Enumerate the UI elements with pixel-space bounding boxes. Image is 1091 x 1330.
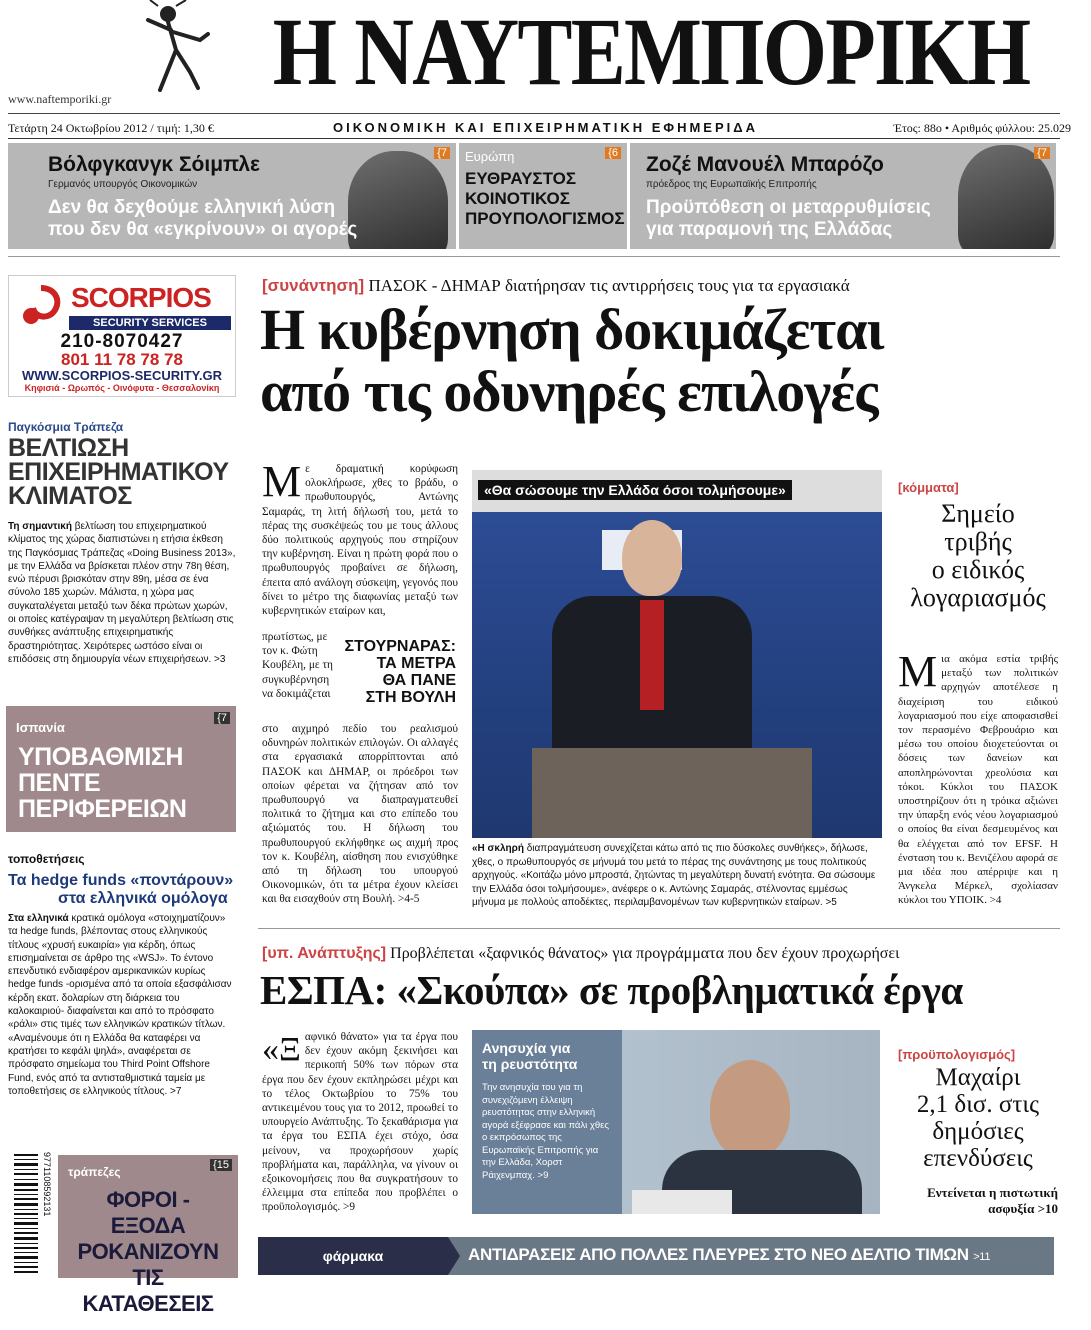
issue-info: Έτος: 88ο • Αριθμός φύλλου: 25.029 xyxy=(893,121,1071,135)
worldbank-body xyxy=(8,520,236,688)
pullquote-line2: ΤΑ ΜΕΤΡΑ xyxy=(376,655,456,672)
accounts-headline[interactable] xyxy=(898,500,1058,612)
teaser-quote-line1: Προϋπόθεση οι μεταρρυθμίσεις xyxy=(646,197,931,218)
caption-text: διαπραγμάτευση συνεχίζεται κάτω από τις πιο δύσκολες συνθήκες», δήλωσε, χθες, ο πρωθυπουργός σε μήνυμά του μετά το πέρας της συνάντησης με τους πολιτικούς αρχηγούς. «Κοιτάζω μόνο μπροστά, ζητώντας τη μεγαλύτερη δυνατή ενότητα. Θα σώσουμε την Ελλάδα όσοι τολμήσουμε», ανέφερε ο κ. Αντώνης Σαμαράς, στέλνοντας εμμέσως μήνυμα με πολλούς αποδέκτες, περιλαμβανομένων των κυβερνητικών εταίρων. >5 xyxy=(472,843,876,908)
date-price: Τετάρτη 24 Οκτωβρίου 2012 / τιμή: 1,30 € xyxy=(8,121,214,135)
budget-tag: [προϋπολογισμός] xyxy=(898,1047,1016,1062)
lead-headline-line1[interactable]: Η κυβέρνηση δοκιμάζεται xyxy=(260,297,884,362)
masthead-rule-bottom xyxy=(8,138,1060,139)
ad-phone1: 210-8070427 xyxy=(60,331,184,352)
speaker-head xyxy=(622,520,682,596)
photo-caption xyxy=(472,842,882,912)
espa-text: αφνικό θάνατο» για τα έργα που δεν έχουν ακόμη ξεκινήσει και περικοπή 50% των πόρων στα έργα που δεν έχουν εκπληρώσει μέχρι και το τέλος Οκτωβρίου το 75% του αντικειμένου τους για το 2012, προωθεί το υπουργείο Ανάπτυξης. Το ξεκαθάρισμα για τα έργα του ΕΣΠΑ έχει στόχο, όσα μείνουν, να προχωρήσουν χωρίς προβλήματα και, παράλληλα, να γίνουν οι εξοικονομήσεις που θα συγκρατήσουν το έλλειμμα στα επίπεδα που προβλέπει ο προϋπολογισμός. >9 xyxy=(262,1031,458,1214)
ad-web[interactable]: WWW.SCORPIOS-SECURITY.GR xyxy=(21,368,223,383)
teaser-role: Γερμανός υπουργός Οικονομικών xyxy=(48,179,198,190)
teaser-name: Βόλφγκανγκ Σόιμπλε xyxy=(48,153,260,176)
budget-headline-line2: 2,1 δισ. στις xyxy=(916,1091,1040,1118)
worldbank-headline-line3: ΚΛΙΜΑΤΟΣ xyxy=(8,482,132,510)
budget-headline[interactable] xyxy=(898,1064,1058,1172)
teaser-page: {6 xyxy=(605,147,621,159)
pharma-text xyxy=(468,1245,990,1265)
budget-subline xyxy=(898,1185,1058,1217)
worldbank-headline[interactable] xyxy=(8,436,229,508)
banks-line1: ΦΟΡΟΙ - ΕΞΟΔΑ xyxy=(106,1187,190,1238)
website-url[interactable]: www.naftemporiki.gr xyxy=(8,92,112,106)
espa-sidebar-title-line1: Ανησυχία για xyxy=(482,1040,571,1056)
pharma-label: φάρμακα xyxy=(258,1237,448,1275)
espa-dropcap: «Ξ xyxy=(262,1031,301,1068)
worldbank-headline-line2: ΕΠΙΧΕΙΡΗΜΑΤΙΚΟΥ xyxy=(8,458,229,486)
spain-headline xyxy=(18,744,186,822)
teaser-name: Ζοζέ Μανουέλ Μπαρόζο xyxy=(646,153,884,176)
samaras-photo xyxy=(472,470,882,838)
budget-headline-line1: Μαχαίρι xyxy=(935,1064,1021,1091)
accounts-dropcap: Μ xyxy=(898,652,938,696)
barcode-number: 9771108592131 xyxy=(42,1152,52,1217)
caption-lead: «Η σκληρή xyxy=(472,843,524,854)
accounts-text: ια ακόμα εστία τριβής μεταξύ των πολιτικών αρχηγών αποτέλεσε η διαχείριση του ειδικού λογαριασμού που είχε αποφασισθεί τον περασμένο Φεβρουάριο και μέσω του οποίου διοχετεύονται οι δόσεις των δανείων και αποπληρώνονται χρεολύσια και τόκοι. Κύκλοι του ΠΑΣΟΚ υποστηρίζουν ότι η τρόικα αξιώνει την ύπαρξη ενός νέου λογαριασμού ο οποίος θα είναι δεσμευμένος και θα ελέγχεται από τον EFSF. Η ένσταση του κ. Βενιζέλου αφορά σε μια ιδέα που απέρριψε και η Άνγκελα Μέρκελ, σχολίασαν κύκλοι του ΥΠΟΙΚ. >4 xyxy=(898,653,1058,907)
teaser-europe-budget[interactable] xyxy=(459,143,627,249)
budget-headline-line3: δημόσιες xyxy=(932,1118,1024,1145)
barcode xyxy=(12,1152,52,1278)
teaser-line3: ΠΡΟΥΠΟΛΟΓΙΣΜΟΣ xyxy=(465,209,625,228)
espa-sidebar-title-line2: τη ρευστότητα xyxy=(482,1056,578,1072)
espa-headline[interactable]: ΕΣΠΑ: «Σκούπα» σε προβληματικά έργα xyxy=(260,967,963,1013)
placements-headline-line2: στα ελληνικά ομόλογα xyxy=(58,890,228,907)
teaser-role: πρόεδρος της Ευρωπαϊκής Επιτροπής xyxy=(646,179,817,190)
worldbank-headline-line1: ΒΕΛΤΙΩΣΗ xyxy=(8,434,129,462)
ad-brand: SCORPIOS xyxy=(71,282,211,313)
budget-subline1: Εντείνεται η πιστωτική xyxy=(927,1185,1058,1200)
budget-headline-line4: επενδύσεις xyxy=(923,1145,1033,1172)
teaser-quote-line2: για παραμονή της Ελλάδας xyxy=(646,219,893,240)
teaser-quote-line1: Δεν θα δεχθούμε ελληνική λύση xyxy=(48,197,336,218)
scorpion-icon xyxy=(15,282,67,334)
banks-line3: ΤΙΣ ΚΑΤΑΘΕΣΕΙΣ xyxy=(82,1265,214,1316)
photo-kicker: «Θα σώσουμε την Ελλάδα όσοι τολμήσουμε» xyxy=(478,480,792,500)
lead-kicker-text: ΠΑΣΟΚ - ΔΗΜΑΡ διατήρησαν τις αντιρρήσεις τους για τα εργασιακά xyxy=(364,276,850,295)
pharma-page: >11 xyxy=(973,1251,991,1263)
ad-areas: Κηφισιά - Ωρωπός - Οινόφυτα - Θεσσαλονίκη xyxy=(24,383,220,393)
espa-kicker xyxy=(262,945,899,963)
placements-body xyxy=(8,912,236,1126)
banks-line2: ΡΟΚΑΝΙΖΟΥΝ xyxy=(77,1239,219,1264)
lead-dropcap: Μ xyxy=(262,462,302,506)
worldbank-label: Παγκόσμια Τράπεζα xyxy=(8,420,124,434)
schaeuble-photo xyxy=(348,151,448,249)
spain-label: Ισπανία xyxy=(16,720,65,735)
espa-body xyxy=(262,1030,458,1222)
accounts-headline-line3: ο ειδικός xyxy=(931,555,1025,584)
banks-page: {15 xyxy=(210,1159,232,1171)
spain-page: {7 xyxy=(214,712,230,724)
accounts-body xyxy=(898,652,1058,914)
pullquote-line3: ΘΑ ΠΑΝΕ xyxy=(382,672,456,689)
official-head xyxy=(710,1060,790,1158)
espa-kicker-tag: [υπ. Ανάπτυξης] xyxy=(262,945,387,962)
spain-line3: ΠΕΡΙΦΕΡΕΙΩΝ xyxy=(18,795,187,823)
lead-body-top xyxy=(262,462,458,630)
ad-phone2: 801 11 78 78 78 xyxy=(61,350,183,369)
pharma-headline: ΑΝΤΙΔΡΑΣΕΙΣ ΑΠΟ ΠΟΛΛΕΣ ΠΛΕΥΡΕΣ ΣΤΟ ΝΕΟ ΔΕΛΤΙΟ ΤΙΜΩΝ xyxy=(468,1245,969,1264)
pharma-bar[interactable] xyxy=(258,1237,1054,1275)
podium xyxy=(532,748,812,838)
teaser-line1: ΕΥΘΡΑΥΣΤΟΣ xyxy=(465,169,577,188)
placements-text: κρατικά ομόλογα «στοιχηματίζουν» τα hedge funds, βλέποντας στους ελληνικούς τίτλους «χρυσή ευκαιρία» για κέρδη, όπως επισημαίνεται σε άρθρο της «WSJ». Το έντονο επενδυτικό ενδιαφέρον αμερικανικών κυρίως hedge funds -ορισμένα από τα οποία εξασφάλισαν κέρδη εκατ. δολαρίων στη διάρκεια του καλοκαιριού- διαφαίνεται και από το πρόσφατο «ράλι» στις τιμές των ελληνικών κρατικών τίτλων. «Αναμένουμε ότι η Ελλάδα θα καταφέρει να κρατήσει το κεφάλι ψηλά», αναφέρεται σε πρόσφατο σημείωμα του Third Point Offshore Fund, ενός από τα αντισταθμιστικά ταμεία με τοποθετήσεις σε ελληνικούς τίτλους. >7 xyxy=(8,913,232,1097)
teaser-quote-line2: που δεν θα «εγκρίνουν» οι αγορές xyxy=(48,219,358,240)
pullquote-line4: ΣΤΗ ΒΟΥΛΗ xyxy=(365,689,456,706)
spain-line2: ΠΕΝΤΕ xyxy=(18,769,101,797)
lead-body-bottom: στο αιχμηρό πεδίο του ρεαλισμού οδυνηρών πολιτικών επιλογών. Οι αλλαγές στα εργασιακά απορρίπτονται από ΠΑΣΟΚ και ΔΗΜΑΡ, οι πρόεδροι των οποίων φέρεται να ζήτησαν από τον πρωθυπουργό να διαπραγματευθεί πολιτικά το ζήτημα και στο επίπεδο του αξιώματός του. Η δήλωση του πρωθυπουργού εκλήφθηκε ως αιχμή προς τον κ. Κουβέλη, αίσθηση που ενισχύθηκε από τη δήλωση του υπουργού Οικονομικών, ότι τα μέτρα έχουν κλείσει και θα εισαχθούν στη Βουλή. >4-5 xyxy=(262,723,458,906)
ad-subtitle: SECURITY SERVICES xyxy=(69,316,231,330)
budget-subline2: ασφυξία >10 xyxy=(988,1201,1058,1216)
accounts-headline-line1: Σημείο xyxy=(941,499,1015,528)
lead-kicker-tag: [συνάντηση] xyxy=(262,276,365,295)
hermes-logo-icon xyxy=(138,0,210,92)
spain-box[interactable] xyxy=(6,706,236,832)
barroso-photo xyxy=(958,145,1054,249)
espa-sidebar-title xyxy=(482,1040,577,1072)
scorpios-ad[interactable] xyxy=(8,275,236,397)
masthead-title: Η ΝΑΥΤΕΜΠΟΡΙΚΗ xyxy=(272,0,1030,105)
accounts-headline-line2: τριβής xyxy=(944,527,1012,556)
teaser-page: {7 xyxy=(1034,147,1050,159)
teaser-barroso[interactable] xyxy=(630,143,1056,249)
lead-pullquote xyxy=(340,638,456,706)
masthead-rule-top xyxy=(8,113,1060,114)
banks-label: τράπεζες xyxy=(68,1165,121,1179)
espa-kicker-text: Προβλέπεται «ξαφνικός θάνατος» για προγράμματα που δεν έχουν προχωρήσει xyxy=(386,945,900,962)
placements-headline[interactable] xyxy=(8,872,233,908)
teaser-schaeuble[interactable] xyxy=(8,143,456,249)
worldbank-lead: Τη σημαντική xyxy=(8,521,72,532)
espa-sidebar-body: Την ανησυχία του για τη συνεχιζόμενη έλλειψη ρευστότητας στην ελληνική αγορά εξέφρασε και πάλι χθες ο εκπρόσωπος της Ευρωπαϊκής Επιτροπής για την Ελλάδα, Χορστ Ράιχενμπαχ. >9 xyxy=(482,1082,609,1181)
tagline: ΟΙΚΟΝΟΜΙΚΗ ΚΑΙ ΕΠΙΧΕΙΡΗΜΑΤΙΚΗ ΕΦΗΜΕΡΙΔΑ xyxy=(333,120,758,135)
name-card xyxy=(632,1190,732,1214)
accounts-tag: [κόμματα] xyxy=(898,480,959,495)
lead-body-mid: πρωτίστως, με τον κ. Φώτη Κουβέλη, με τη συγκυβέρνηση να δοκιμάζεται xyxy=(262,631,333,700)
reichenbach-photo xyxy=(472,1030,880,1214)
bar-arrow-icon xyxy=(448,1237,460,1275)
placements-headline-line1: Τα hedge funds «ποντάρουν» xyxy=(8,872,234,889)
lead-headline-line2[interactable]: από τις οδυνηρές επιλογές xyxy=(260,359,878,424)
accounts-headline-line4: λογαριασμός xyxy=(910,583,1046,612)
lead-body-part1: ε δραματική κορύφωση ολοκλήρωσε, χθες το βράδυ, ο πρωθυπουργός, Αντώνης Σαμαράς, τη λιτή δήλωσή του, μετά το πέρας της συσκέψεώς του με τους άλλους δύο πολιτικούς αρχηγούς που στηρίζουν την κυβέρνηση. Είναι η πρώτη φορά που ο πρωθυπουργός προβαίνει σε δήλωση, έπειτα από ανάλογη σύσκεψη, γεγονός που δίνει το μέτρο της διαφωνίας μεταξύ των κυβερνητικών εταίρων και, xyxy=(262,463,458,618)
banks-box[interactable] xyxy=(58,1155,238,1316)
teaser-page: {7 xyxy=(434,147,450,159)
teaser-label: Ευρώπη xyxy=(465,149,515,164)
teaser-line2: ΚΟΙΝΟΤΙΚΟΣ xyxy=(465,189,570,208)
pullquote-line1: ΣΤΟΥΡΝΑΡΑΣ: xyxy=(344,638,456,655)
worldbank-text: βελτίωση του επιχειρηματικού κλίματος της χώρας διαπιστώνει η ετήσια έκθεση της Παγκόσμιας Τράπεζας «Doing Business 2013», με την Ελλάδα να βρίσκεται πλέον στην 78η θέση, ενώ πέρυσι βρισκόταν στην 89η, μέσα σε ένα σύνολο 185 χωρών. Μάλιστα, η χώρα μας συγκαταλέγεται μεταξύ των δέκα πρώτων χωρών, οι οποίες κατέγραψαν τη μεγαλύτερη βελτίωση στις συνθήκες ανάπτυξης επιχειρηματικής δραστηριότητας. Χειρότερες ωστόσο είναι οι επιδόσεις στη δημιουργία νέων επιχειρήσεων. >3 xyxy=(8,521,236,665)
espa-sidebar xyxy=(472,1030,622,1214)
placements-lead: Στα ελληνικά xyxy=(8,913,69,924)
banks-headline xyxy=(68,1187,228,1317)
speaker-tie xyxy=(640,600,664,710)
teaser-rule xyxy=(8,256,1060,257)
placements-label: τοποθετήσεις xyxy=(8,852,85,866)
spain-line1: ΥΠΟΒΑΘΜΙΣΗ xyxy=(18,743,183,771)
lead-kicker xyxy=(262,276,850,296)
espa-rule xyxy=(258,928,1060,929)
